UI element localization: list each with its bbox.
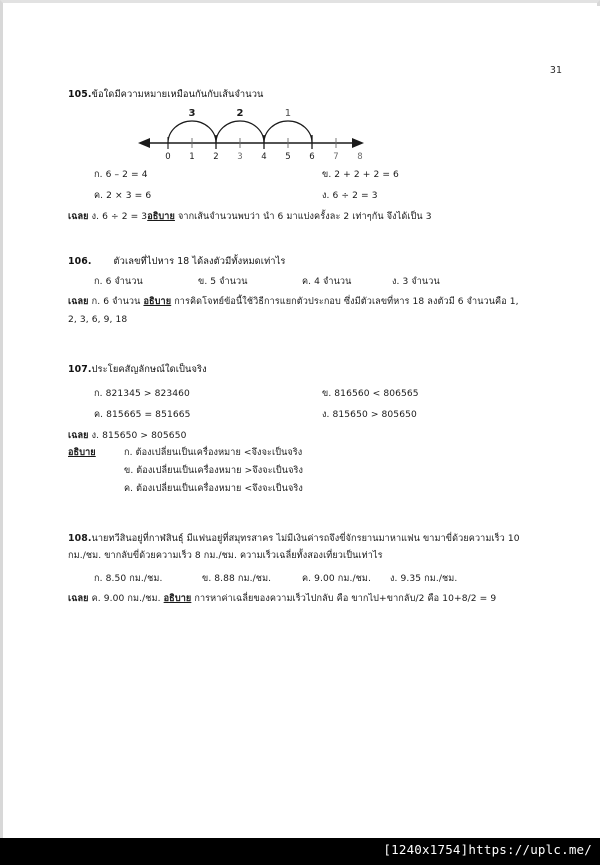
choice-108-a[interactable]: ก. 8.50 กม./ชม. bbox=[94, 573, 163, 584]
choice-107-b[interactable]: ข. 816560 < 806565 bbox=[322, 388, 419, 399]
tick-label: 7 bbox=[333, 151, 339, 161]
choice-105-c[interactable]: ค. 2 × 3 = 6 bbox=[94, 190, 152, 201]
question-prompt-108-line1: นายทวีสินอยู่ที่กาฬสินธุ์ มีแฟนอยู่ที่สมุทรสาคร ไม่มีเงินค่ารถจึงขี่จักรยานมาหาแฟน ขามาขี่ด้วยความเร็ว 10 bbox=[91, 534, 520, 544]
page-number: 31 bbox=[549, 65, 562, 76]
explain-label: อธิบาย bbox=[143, 296, 172, 307]
answer-text: ค. 9.00 กม./ชม. bbox=[91, 593, 161, 604]
tick-label: 2 bbox=[213, 151, 219, 161]
answer-105 bbox=[68, 210, 568, 224]
question-prompt-108-line2: กม./ชม. ขากลับขี่ด้วยความเร็ว 8 กม./ชม. ความเร็วเฉลี่ยทั้งสองเที่ยวเป็นเท่าไร bbox=[68, 550, 383, 561]
arc-label-2: 2 bbox=[236, 107, 244, 119]
explain-text: การคิดโจทย์ข้อนี้ใช้วิธีการแยกตัวประกอบ ซึ่งมีตัวเลขที่หาร 18 ลงตัวมี 6 จำนวนคือ 1, bbox=[174, 296, 519, 307]
answer-text: ง. 6 ÷ 2 = 3 bbox=[91, 211, 148, 222]
choice-row bbox=[94, 408, 568, 422]
tick-label: 8 bbox=[357, 151, 363, 161]
explain-label: อธิบาย bbox=[68, 447, 96, 458]
number-line-figure-105 bbox=[136, 105, 568, 163]
answer-106-continued: 2, 3, 6, 9, 18 bbox=[68, 314, 128, 325]
choices-107 bbox=[68, 387, 568, 422]
answer-106 bbox=[68, 295, 568, 309]
number-line-svg bbox=[136, 105, 366, 161]
tick-label: 6 bbox=[309, 151, 315, 161]
answer-108 bbox=[68, 592, 576, 606]
choice-105-b[interactable]: ข. 2 + 2 + 2 = 6 bbox=[322, 169, 399, 180]
question-heading-106 bbox=[68, 255, 568, 270]
choice-106-b[interactable]: ข. 5 จำนวน bbox=[198, 276, 248, 287]
choices-106 bbox=[68, 275, 568, 289]
arc-label-1: 1 bbox=[284, 107, 292, 119]
explain-text: จากเส้นจำนวนพบว่า นำ 6 มาแบ่งครั้งละ 2 เท่าๆกัน จึงได้เป็น 3 bbox=[177, 211, 432, 222]
explain-lines bbox=[124, 446, 303, 500]
question-block-106 bbox=[68, 255, 568, 327]
footer-source-text: [1240x1754]https://uplc.me/ bbox=[383, 842, 592, 857]
tick-label: 1 bbox=[189, 151, 195, 161]
choice-106-c[interactable]: ค. 4 จำนวน bbox=[302, 276, 352, 287]
choice-row bbox=[94, 189, 568, 203]
choice-105-a[interactable]: ก. 6 – 2 = 4 bbox=[94, 169, 148, 180]
answer-label: เฉลย bbox=[68, 430, 89, 441]
explain-text: การหาค่าเฉลี่ยของความเร็วไปกลับ คือ ขากไป+ขากลับ/2 คือ 10+8/2 = 9 bbox=[194, 593, 497, 604]
answer-label: เฉลย bbox=[68, 593, 89, 604]
choices-108 bbox=[68, 572, 576, 586]
choice-row bbox=[94, 572, 576, 586]
question-prompt-107: ประโยคสัญลักษณ์ใดเป็นจริง bbox=[91, 364, 207, 375]
explain-line-a: ก. ต้องเปลี่ยนเป็นเครื่องหมาย <จึงจะเป็นจริง bbox=[124, 447, 303, 458]
footer-bar bbox=[0, 838, 600, 865]
choice-108-b[interactable]: ข. 8.88 กม./ชม. bbox=[202, 573, 272, 584]
tick-label: 3 bbox=[237, 151, 243, 161]
choice-106-d[interactable]: ง. 3 จำนวน bbox=[392, 276, 440, 287]
question-block-108 bbox=[68, 532, 576, 606]
answer-107 bbox=[68, 429, 568, 443]
choice-106-a[interactable]: ก. 6 จำนวน bbox=[94, 276, 143, 287]
explain-label: อธิบาย bbox=[147, 211, 175, 222]
answer-label: เฉลย bbox=[68, 296, 89, 307]
choice-107-c[interactable]: ค. 815665 = 851665 bbox=[94, 409, 191, 420]
choice-108-d[interactable]: ง. 9.35 กม./ชม. bbox=[390, 573, 458, 584]
choice-row bbox=[94, 168, 568, 182]
choice-107-a[interactable]: ก. 821345 > 823460 bbox=[94, 388, 190, 399]
question-prompt-106: ตัวเลขที่ไปหาร 18 ได้ลงตัวมีทั้งหมดเท่าไร bbox=[113, 256, 286, 267]
explanation-107 bbox=[68, 446, 568, 500]
tick-label: 4 bbox=[261, 151, 267, 161]
answer-text: ก. 6 จำนวน bbox=[91, 296, 141, 307]
document-paper bbox=[6, 6, 600, 838]
arrow-right bbox=[352, 138, 364, 148]
answer-text: ง. 815650 > 805650 bbox=[91, 430, 187, 441]
arc-label-3: 3 bbox=[188, 107, 196, 119]
arrow-left bbox=[138, 138, 150, 148]
question-heading-107 bbox=[68, 363, 568, 378]
choice-108-c[interactable]: ค. 9.00 กม./ชม. bbox=[302, 573, 372, 584]
choice-row bbox=[94, 275, 568, 289]
tick-label: 5 bbox=[285, 151, 291, 161]
question-number-107: 107. bbox=[68, 364, 92, 375]
question-heading-108 bbox=[68, 532, 576, 547]
question-block-107 bbox=[68, 363, 568, 500]
question-heading-105 bbox=[68, 88, 568, 103]
question-block-105 bbox=[68, 88, 568, 224]
explain-line-b: ข. ต้องเปลี่ยนเป็นเครื่องหมาย >จึงจะเป็นจริง bbox=[124, 465, 304, 476]
answer-label: เฉลย bbox=[68, 211, 89, 222]
tick-label: 0 bbox=[165, 151, 171, 161]
choice-105-d[interactable]: ง. 6 ÷ 2 = 3 bbox=[322, 190, 378, 201]
choice-row bbox=[94, 387, 568, 401]
question-prompt-105: ข้อใดมีความหมายเหมือนกันกับเส้นจำนวน bbox=[91, 89, 264, 100]
question-number-105: 105. bbox=[68, 89, 92, 100]
explain-label: อธิบาย bbox=[163, 593, 192, 604]
question-number-108: 108. bbox=[68, 533, 92, 544]
choice-107-d[interactable]: ง. 815650 > 805650 bbox=[322, 409, 417, 420]
question-number-106: 106. bbox=[68, 256, 92, 267]
explain-line-c: ค. ต้องเปลี่ยนเป็นเครื่องหมาย <จึงจะเป็นจริง bbox=[124, 484, 303, 495]
choices-105 bbox=[68, 168, 568, 203]
